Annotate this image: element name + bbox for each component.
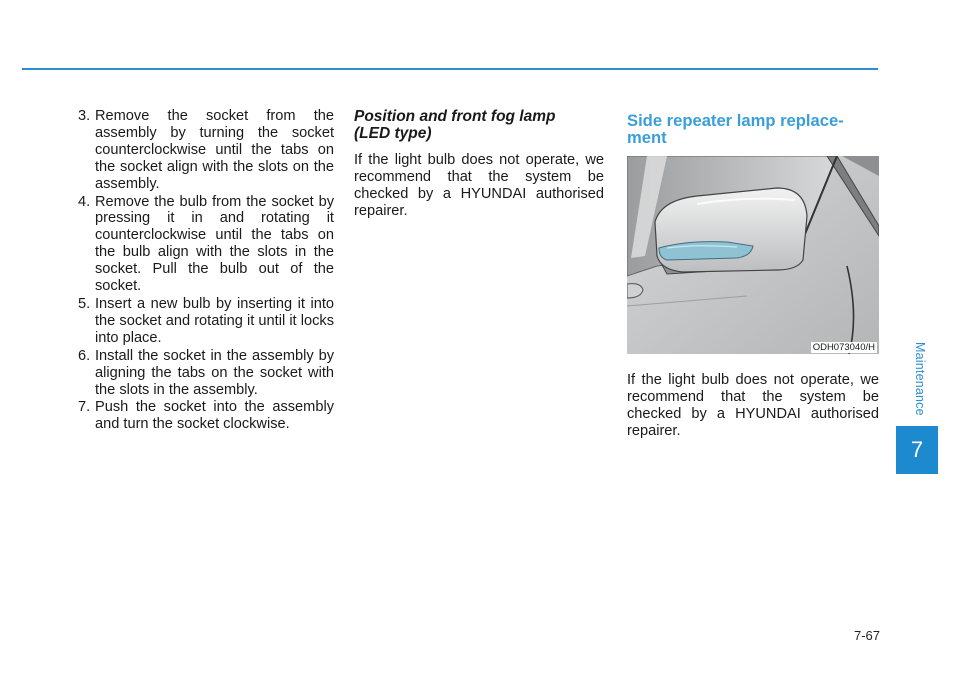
step-number: 5. (78, 295, 91, 312)
side-repeater-title-line2: ment (627, 128, 667, 147)
fog-lamp-heading-line1: Position and front fog lamp (354, 108, 556, 125)
section-label: Maintenance (913, 342, 927, 416)
step-list (78, 108, 334, 433)
step-item (78, 399, 334, 433)
page-number: 7-67 (853, 628, 880, 643)
side-repeater-title (627, 112, 879, 146)
chapter-number: 7 (896, 426, 938, 474)
side-mirror-drawing (627, 156, 879, 354)
figure-code: ODH073040/H (812, 342, 875, 353)
step-number: 3. (78, 108, 91, 124)
step-number: 6. (78, 347, 91, 364)
step-number: 7. (78, 399, 91, 416)
step-text: Push the socket into the assembly and turn the socket clockwise. (95, 399, 334, 433)
side-repeater-title-line1: Side repeater lamp replace- (627, 111, 844, 130)
step-item (78, 108, 334, 193)
step-text: Insert a new bulb by inserting it into the socket and rotating it until it locks into place. (95, 295, 334, 346)
side-repeater-body: If the light bulb does not operate, we recommend that the system be checked by a HYUNDAI authorised repairer. (627, 372, 879, 439)
side-mirror-illustration (627, 156, 879, 354)
step-number: 4. (78, 193, 91, 210)
steps-column (78, 108, 334, 434)
fog-lamp-heading-line2: (LED type) (354, 125, 432, 142)
step-text: Remove the bulb from the socket by pressing it in and rotating it counterclockwise until the tabs on the bulb align with the slots in the socket. Pull the bulb out of the socket. (95, 193, 334, 295)
step-item (78, 194, 334, 295)
side-repeater-section (627, 108, 879, 440)
step-item (78, 348, 334, 399)
fog-lamp-heading (354, 108, 604, 142)
step-text: Remove the socket from the assembly by turning the socket counterclockwise until the tabs on the socket align with the slots on the assembly. (95, 108, 334, 192)
fog-lamp-section (354, 108, 604, 220)
header-rule (22, 68, 878, 70)
fog-lamp-body: If the light bulb does not operate, we recommend that the system be checked by a HYUNDAI authorised repairer. (354, 152, 604, 219)
step-item (78, 296, 334, 347)
step-text: Install the socket in the assembly by aligning the tabs on the socket with the slots in the assembly. (95, 347, 334, 398)
